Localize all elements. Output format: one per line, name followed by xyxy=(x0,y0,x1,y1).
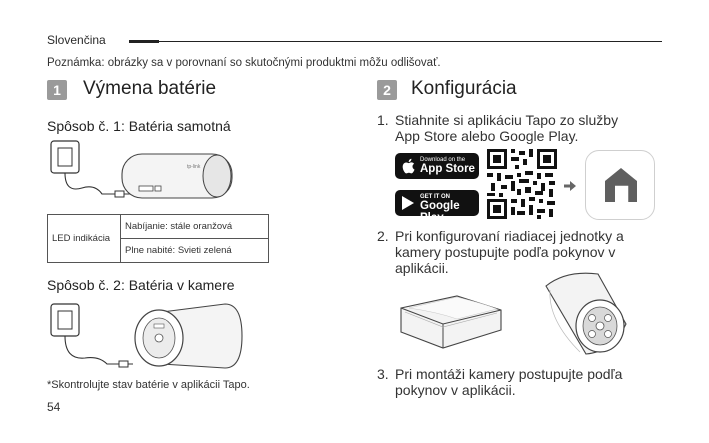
step-text-line: pokynov v aplikácii. xyxy=(395,382,516,398)
battery-charging-illustration xyxy=(47,138,247,208)
section-2-number: 2 xyxy=(377,80,397,100)
step-number: 2. xyxy=(377,228,389,244)
step-text-line: aplikácii. xyxy=(395,260,449,276)
google-play-small-text: GET IT ON xyxy=(420,194,450,200)
google-play-icon xyxy=(402,196,414,210)
step-text-line: Stiahnite si aplikáciu Tapo zo služby xyxy=(395,112,619,128)
method-1-title: Spôsob č. 1: Batéria samotná xyxy=(47,118,231,134)
app-store-small-text: Download on the xyxy=(420,157,466,163)
led-label: LED indikácia xyxy=(48,215,121,263)
section-1-title: Výmena batérie xyxy=(83,78,217,99)
app-store-badge[interactable] xyxy=(395,153,479,179)
camera-illustration xyxy=(536,268,630,356)
google-play-large-text: Google Play xyxy=(420,200,460,224)
tapo-logo-icon xyxy=(602,165,640,205)
header-rule-accent xyxy=(129,40,159,43)
step-1 xyxy=(377,112,667,146)
language-label: Slovenčina xyxy=(47,33,106,47)
page-number: 54 xyxy=(47,400,61,414)
apple-icon xyxy=(402,158,416,174)
led-status-full: Plne nabité: Svieti zelená xyxy=(121,239,269,263)
tapo-app-icon[interactable] xyxy=(585,150,655,220)
table-row xyxy=(48,215,269,239)
step-text-line: Pri montáži kamery postupujte podľa xyxy=(395,366,623,382)
step-text-line: App Store alebo Google Play. xyxy=(395,128,579,144)
step-text-line: kamery postupujte podľa pokynov v xyxy=(395,244,616,260)
camera-charging-illustration xyxy=(47,298,247,370)
arrow-right-icon xyxy=(564,181,576,191)
battery-brand-text: tp-link xyxy=(187,164,201,170)
section-2-title: Konfigurácia xyxy=(411,78,517,99)
google-play-badge[interactable] xyxy=(395,190,479,224)
hub-illustration xyxy=(397,292,505,356)
method-2-title: Spôsob č. 2: Batéria v kamere xyxy=(47,277,235,293)
step-3 xyxy=(377,366,667,400)
header-rule xyxy=(159,41,662,42)
qr-code[interactable] xyxy=(487,149,557,219)
step-text-line: Pri konfigurovaní riadiacej jednotky a xyxy=(395,228,624,244)
footnote: *Skontrolujte stav batérie v aplikácii Tapo. xyxy=(47,379,250,391)
led-status-charging: Nabíjanie: stále oranžová xyxy=(121,215,269,239)
section-1-number: 1 xyxy=(47,80,67,100)
note-text: Poznámka: obrázky sa v porovnaní so skutočnými produktmi môžu odlišovať. xyxy=(47,57,441,69)
step-number: 3. xyxy=(377,366,389,382)
step-number: 1. xyxy=(377,112,389,128)
app-store-large-text: App Store xyxy=(420,163,475,175)
led-indicator-table xyxy=(47,214,269,263)
